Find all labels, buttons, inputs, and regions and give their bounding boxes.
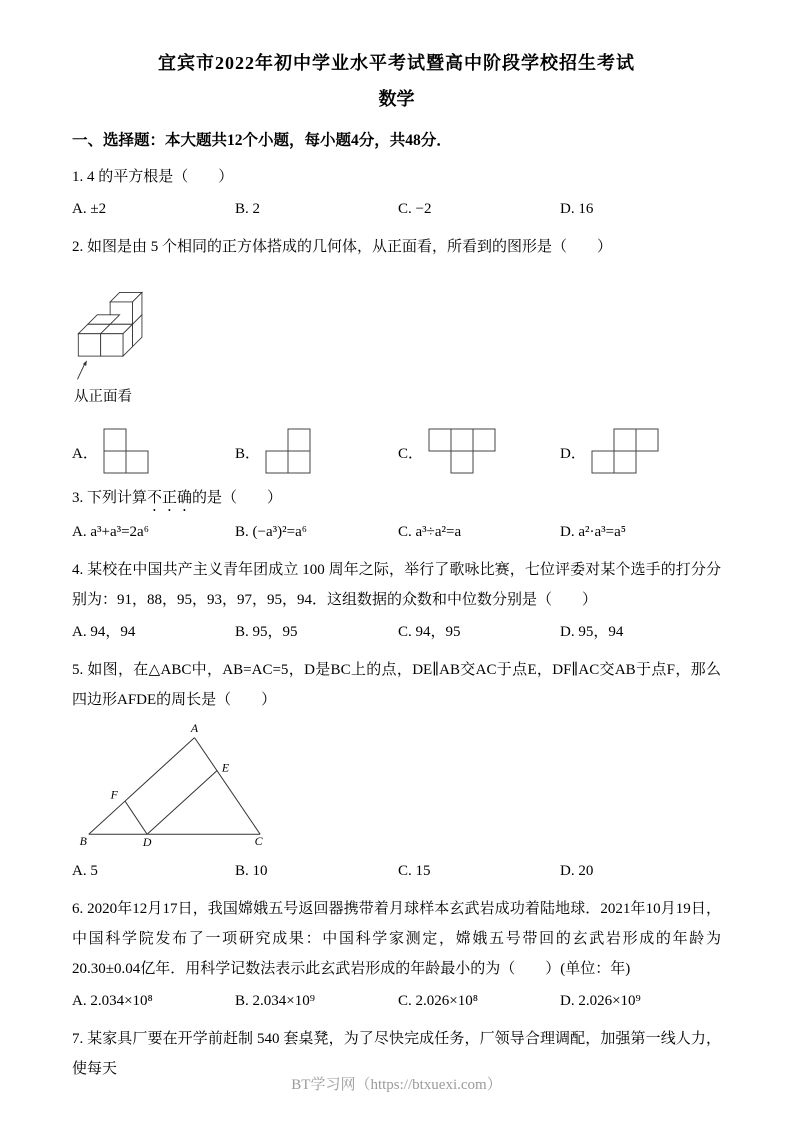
question-5-figure [76, 721, 721, 854]
question-6-option-a: A. 2.034×10⁸ [72, 993, 153, 1009]
question-6-options [72, 986, 721, 1016]
question-5 [72, 655, 721, 886]
triangle-label-f: F [110, 787, 118, 802]
front-view-option-a-shape [103, 427, 151, 475]
question-2-figure [74, 270, 184, 407]
question-6-option-b: B. 2.034×10⁹ [235, 993, 315, 1009]
question-2-option-d [560, 427, 721, 475]
exam-title: 宜宾市2022年初中学业水平考试暨高中阶段学校招生考试 [158, 53, 635, 73]
question-6-option-d: D. 2.026×10⁹ [560, 993, 641, 1009]
question-4-options [72, 617, 721, 647]
front-view-option-b-shape [265, 427, 313, 475]
question-2-options [72, 427, 721, 475]
question-1-option-b: B. 2 [235, 201, 261, 217]
triangle-label-d: D [142, 835, 152, 849]
option-c-label: C． [398, 446, 424, 462]
question-2-option-a [72, 427, 235, 475]
question-5-options [72, 856, 721, 886]
question-6-stem: 6. 2020年12月17日，我国嫦娥五号返回器携带着月球样本玄武岩成功着陆地球．2021年10月19日，中国科学院发布了一项研究成果：中国科学家测定，嫦娥五号带回的玄武岩形成的年龄为20.30±0.04亿年．用科学记数法表示此玄武岩形成的年龄最小的为（ ）(单位：年) [72, 901, 721, 977]
question-3-option-a: A. a³+a³=2a⁶ [72, 524, 149, 540]
question-4-option-c: C. 94，95 [398, 624, 461, 640]
exam-subject-title: 数学 [378, 89, 415, 109]
question-3-options [72, 517, 721, 547]
question-2-option-b [235, 427, 398, 475]
section-1-header: 一、选择题：本大题共12个小题，每小题4分，共48分． [72, 132, 452, 149]
triangle-label-b: B [79, 834, 87, 849]
front-view-caption: 从正面看 [74, 389, 132, 405]
question-3 [72, 483, 721, 547]
front-view-option-c-shape [428, 427, 498, 475]
question-4 [72, 555, 721, 647]
watermark: BT学习网（https://btxuexi.com） [291, 1077, 502, 1093]
question-5-option-a: A. 5 [72, 863, 98, 879]
question-2-stem: 2. 如图是由 5 个相同的正方体搭成的几何体，从正面看，所看到的图形是（ ） [72, 239, 613, 255]
question-2 [72, 232, 721, 475]
question-4-option-a: A. 94，94 [72, 624, 136, 640]
question-4-stem: 4. 某校在中国共产主义青年团成立 100 周年之际，举行了歌咏比赛，七位评委对某个选手的打分分别为：91，88，95，93，97，95，94．这组数据的众数和中位数分别是（ ） [72, 562, 721, 608]
question-6 [72, 894, 721, 1016]
question-6-option-c: C. 2.026×10⁸ [398, 993, 478, 1009]
option-d-label: D． [560, 446, 586, 462]
question-1-option-d: D. 16 [560, 201, 594, 217]
question-3-stem-suffix: 的是（ ） [192, 490, 283, 506]
triangle-figure [76, 721, 272, 849]
question-1 [72, 162, 721, 224]
question-1-options [72, 194, 721, 224]
triangle-label-a: A [190, 721, 199, 736]
question-5-stem: 5. 如图，在△ABC中，AB=AC=5，D是BC上的点，DE∥AB交AC于点E，DF∥AC交AB于点F，那么四边形AFDE的周长是（ ） [72, 662, 721, 708]
question-3-option-d: D. a²·a³=a⁵ [560, 524, 626, 540]
question-4-option-b: B. 95，95 [235, 624, 298, 640]
option-b-label: B． [235, 446, 261, 462]
option-a-label: A． [72, 446, 98, 462]
question-3-stem-emphasis: 不正确 [147, 490, 193, 506]
question-3-option-c: C. a³÷a²=a [398, 524, 462, 540]
question-3-option-b: B. (−a³)²=a⁶ [235, 524, 307, 540]
question-2-option-c [398, 427, 560, 475]
question-5-option-c: C. 15 [398, 863, 431, 879]
question-1-stem: 1. 4 的平方根是（ ） [72, 169, 234, 185]
triangle-label-c: C [254, 834, 263, 849]
question-3-stem-prefix: 3. 下列计算 [72, 490, 148, 506]
question-1-option-c: C. −2 [398, 201, 432, 217]
question-4-option-d: D. 95，94 [560, 624, 624, 640]
cubes-isometric-figure [74, 270, 160, 382]
front-view-arrow-icon [77, 360, 86, 379]
front-view-option-d-shape [591, 427, 661, 475]
question-1-option-a: A. ±2 [72, 201, 107, 217]
question-3-stem [72, 483, 721, 515]
question-5-option-d: D. 20 [560, 863, 594, 879]
question-7-stem: 7. 某家具厂要在开学前赶制 540 套桌凳，为了尽快完成任务，厂领导合理调配，加强第一线人力，使每天 [72, 1031, 721, 1077]
triangle-label-e: E [221, 760, 230, 775]
question-5-option-b: B. 10 [235, 863, 268, 879]
